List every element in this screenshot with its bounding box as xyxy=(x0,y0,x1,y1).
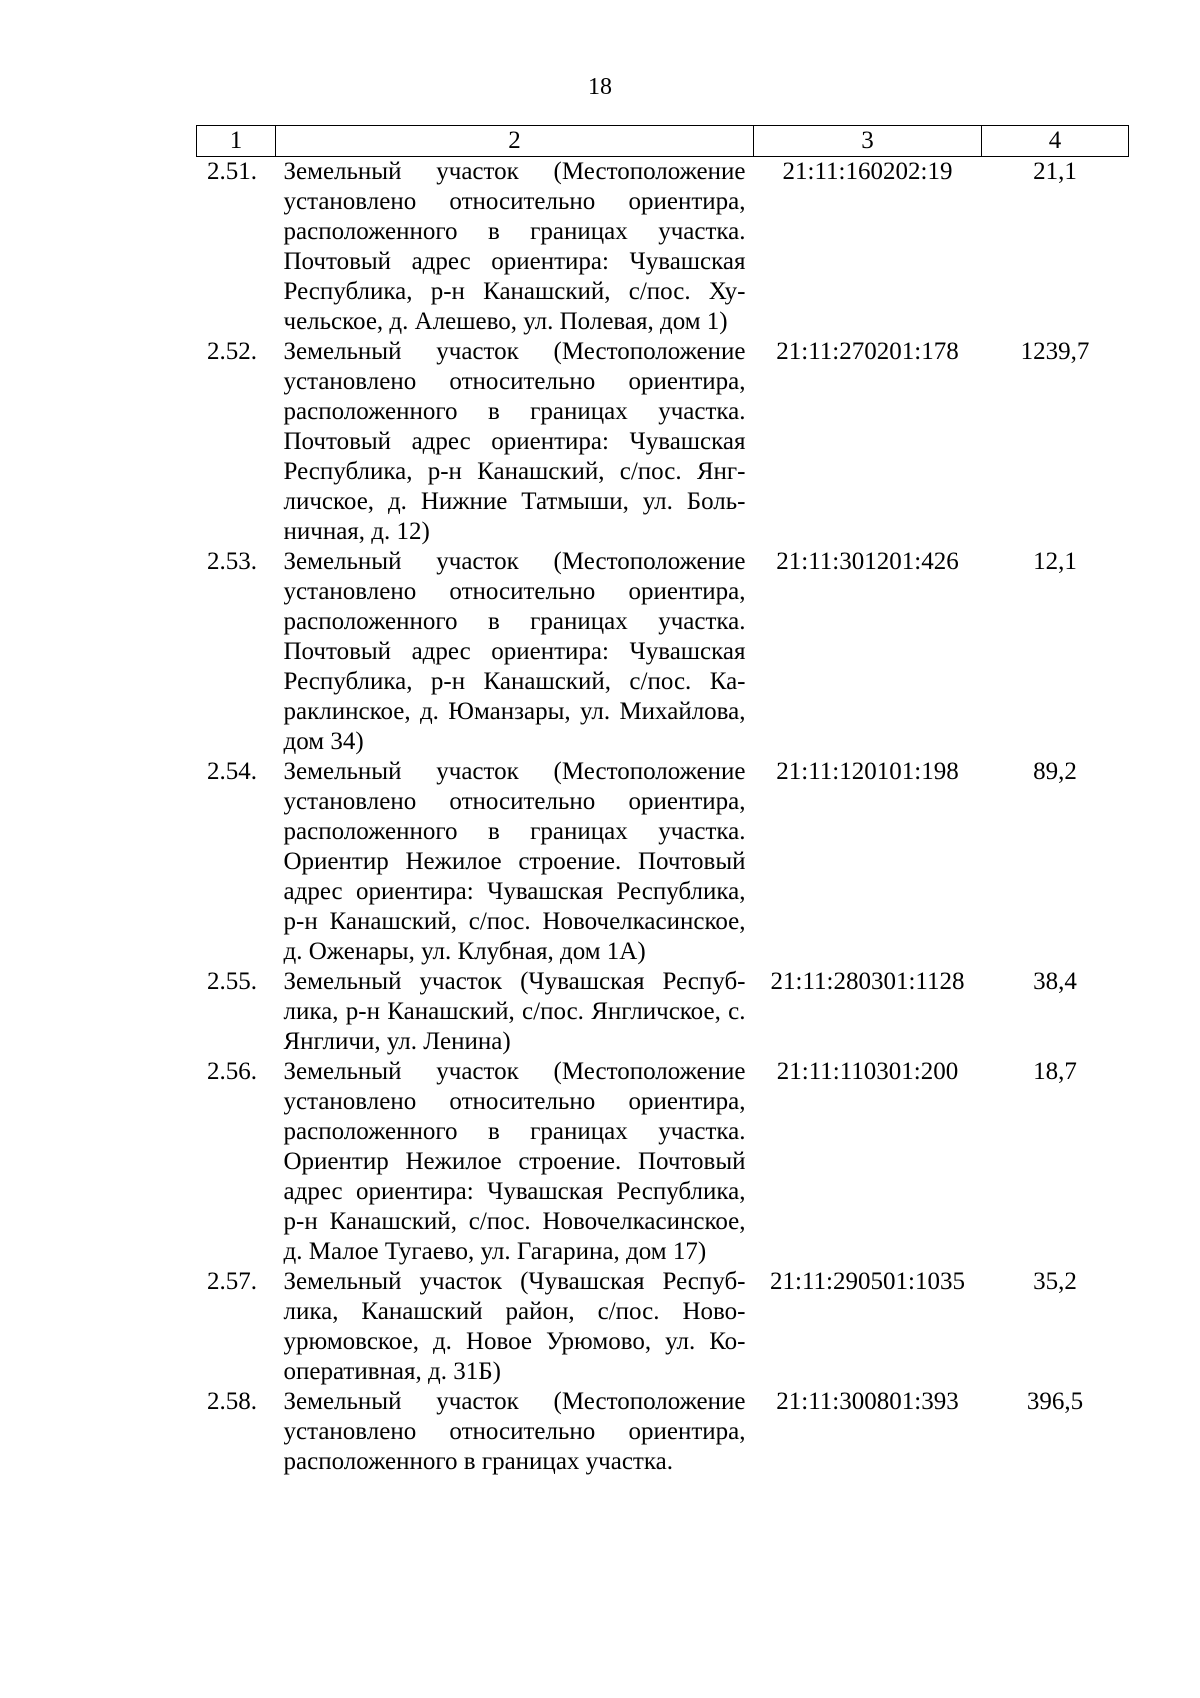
row-area: 396,5 xyxy=(1026,1388,1084,1415)
row-description: Земельный участок (Местоположение установлено относительно ориентира, расположенного в границах участка. Почтовый адрес ориентира: Чувашская Республика, р-н Канашский, с/пос. Янгличское, д. Нижние Татмыши, ул. Больничная, д. 12) xyxy=(283,338,746,545)
table-row xyxy=(197,1267,1129,1387)
row-cadastral-number: 21:11:160202:19 xyxy=(782,158,953,185)
row-description: Земельный участок (Местоположение установлено относительно ориентира, расположенного в границах участка. xyxy=(283,1388,746,1475)
row-description: Земельный участок (Чувашская Республика, Канашский район, с/пос. Новоурюмовское, д. Новое Урюмово, ул. Кооперативная, д. 31Б) xyxy=(283,1268,746,1385)
row-cadastral-number: 21:11:280301:1128 xyxy=(770,968,965,995)
column-header-3: 3 xyxy=(754,126,982,157)
row-number: 2.58. xyxy=(207,1388,257,1415)
row-cadastral-number: 21:11:120101:198 xyxy=(776,758,959,785)
row-number: 2.51. xyxy=(207,158,257,185)
row-area: 38,4 xyxy=(1033,968,1077,995)
row-number: 2.56. xyxy=(207,1058,257,1085)
table-row xyxy=(197,757,1129,967)
table-row xyxy=(197,967,1129,1057)
row-description: Земельный участок (Местоположение установлено относительно ориентира, расположенного в границах участка. Ориентир Нежилое строение. Почтовый адрес ориентира: Чувашская Республика, р-н Канашский, с/пос. Новочелкасинское, д. Оженары, ул. Клубная, дом 1А) xyxy=(283,758,746,965)
table-row xyxy=(197,547,1129,757)
row-number: 2.57. xyxy=(207,1268,257,1295)
row-number: 2.55. xyxy=(207,968,257,995)
property-table xyxy=(196,125,1129,1477)
table-row xyxy=(197,1387,1129,1477)
column-header-1: 1 xyxy=(197,126,276,157)
row-cadastral-number: 21:11:301201:426 xyxy=(776,548,959,575)
row-description: Земельный участок (Местоположение установлено относительно ориентира, расположенного в границах участка. Почтовый адрес ориентира: Чувашская Республика, р-н Канашский, с/пос. Караклинское, д. Юманзары, ул. Михайлова, дом 34) xyxy=(283,548,746,755)
row-number: 2.54. xyxy=(207,758,257,785)
row-number: 2.52. xyxy=(207,338,257,365)
row-cadastral-number: 21:11:270201:178 xyxy=(776,338,959,365)
page-number: 18 xyxy=(588,74,612,100)
row-description: Земельный участок (Чувашская Республика, р-н Канашский, с/пос. Янгличское, с. Янгличи, ул. Ленина) xyxy=(283,968,746,1055)
row-area: 89,2 xyxy=(1033,758,1077,785)
row-area: 1239,7 xyxy=(1020,338,1090,365)
row-cadastral-number: 21:11:300801:393 xyxy=(776,1388,959,1415)
row-number: 2.53. xyxy=(207,548,257,575)
column-header-4: 4 xyxy=(982,126,1129,157)
row-cadastral-number: 21:11:110301:200 xyxy=(776,1058,959,1085)
row-description: Земельный участок (Местоположение установлено относительно ориентира, расположенного в границах участка. Почтовый адрес ориентира: Чувашская Республика, р-н Канашский, с/пос. Хучельское, д. Алешево, ул. Полевая, дом 1) xyxy=(283,158,746,335)
row-area: 12,1 xyxy=(1033,548,1077,575)
row-area: 18,7 xyxy=(1033,1058,1077,1085)
column-header-2: 2 xyxy=(276,126,754,157)
table-row xyxy=(197,157,1129,338)
table-row xyxy=(197,337,1129,547)
table-header-row xyxy=(197,126,1129,157)
row-description: Земельный участок (Местоположение установлено относительно ориентира, расположенного в границах участка. Ориентир Нежилое строение. Почтовый адрес ориентира: Чувашская Республика, р-н Канашский, с/пос. Новочелкасинское, д. Малое Тугаево, ул. Гагарина, дом 17) xyxy=(283,1058,746,1265)
row-area: 21,1 xyxy=(1033,158,1077,185)
row-area: 35,2 xyxy=(1033,1268,1077,1295)
row-cadastral-number: 21:11:290501:1035 xyxy=(770,1268,965,1295)
table-row xyxy=(197,1057,1129,1267)
